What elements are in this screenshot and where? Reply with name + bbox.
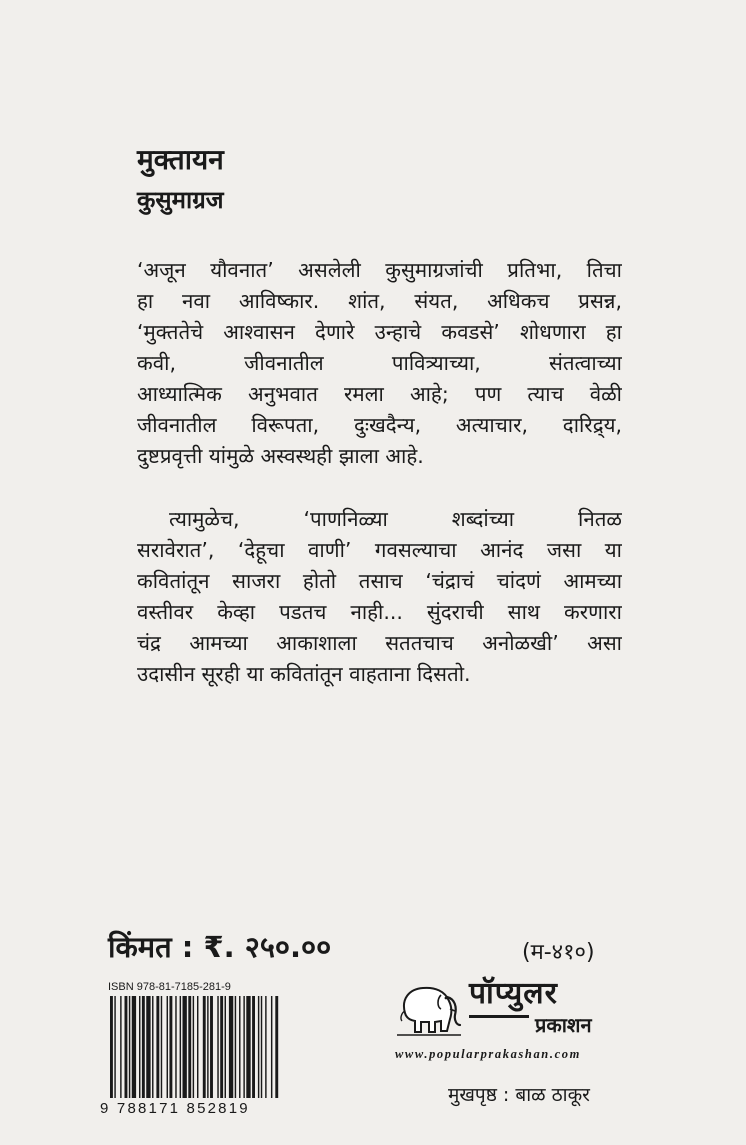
barcode-bar [265, 996, 266, 1098]
barcode-bar [120, 996, 121, 1098]
barcode-bar [261, 996, 262, 1098]
barcode-bar [203, 996, 206, 1098]
blurb-line: कवी, जीवनातील पावित्र्याच्या, संतत्वाच्या [137, 351, 622, 375]
publisher-name: पॉप्युलर [469, 976, 558, 1011]
barcode-bar [114, 996, 115, 1098]
barcode-bar [129, 996, 130, 1098]
blurb-line: जीवनातील विरूपता, दुःखदैन्य, अत्याचार, दारिद्र्य, [137, 413, 622, 437]
barcode-bar [110, 996, 113, 1098]
elephant-icon [395, 975, 463, 1039]
barcode-bar [132, 996, 136, 1098]
barcode-bar [167, 996, 168, 1098]
barcode-bar [243, 996, 244, 1098]
barcode-bar [146, 996, 150, 1098]
barcode-bar [275, 996, 278, 1098]
cover-credit: मुखपृष्ठ : बाळ ठाकूर [448, 1084, 590, 1106]
barcode-bar [235, 996, 236, 1098]
book-author: कुसुमाग्रज [137, 186, 224, 214]
barcode-bar [188, 996, 191, 1098]
barcode-bar [258, 996, 259, 1098]
price-label: किंमत : ₹. २५०.०० [108, 930, 332, 964]
blurb-line: हा नवा आविष्कार. शांत, संयत, अधिकच प्रसन्न, [137, 289, 622, 313]
barcode-bar [175, 996, 176, 1098]
blurb-line: सरावेरात’, ‘देहूचा वाणी’ गवसल्याचा आनंद जसा या [137, 538, 622, 562]
blurb-line: आध्यात्मिक अनुभवात रमला आहे; पण त्याच वेळी [137, 382, 622, 406]
barcode-bar [156, 996, 159, 1098]
barcode-bar [142, 996, 145, 1098]
barcode-bar [197, 996, 198, 1098]
blurb-line: वस्तीवर केव्हा पडतच नाही... सुंदराची साथ करणारा [137, 600, 622, 624]
barcode-bar [239, 996, 240, 1098]
publisher-sub: प्रकाशन [535, 1013, 592, 1037]
barcode-bar [183, 996, 187, 1098]
barcode-bar [193, 996, 194, 1098]
blurb-line: दुष्टप्रवृत्ती यांमुळे अस्वस्थही झाला आहे. [137, 444, 424, 468]
publisher-website: www.popularprakashan.com [395, 1047, 581, 1061]
catalog-code: (म-४१०) [522, 940, 595, 965]
barcode-bar [161, 996, 162, 1098]
blurb-paragraph-1 [137, 255, 622, 472]
isbn-label: ISBN 978-81-7185-281-9 [108, 981, 231, 993]
blurb-line: उदासीन सूरही या कवितांतून वाहताना दिसतो. [137, 662, 471, 686]
book-title: मुक्तायन [137, 143, 224, 176]
barcode-bar [225, 996, 226, 1098]
publisher-logo [395, 975, 635, 1043]
blurb-paragraph-2 [137, 504, 622, 690]
isbn-barcode [108, 996, 338, 1098]
barcode-bar [217, 996, 218, 1098]
barcode-bar [229, 996, 233, 1098]
barcode-bar [169, 996, 172, 1098]
blurb-line: त्यामुळेच, ‘पाणनिळ्या शब्दांच्या नितळ [169, 507, 622, 531]
publisher-rule [469, 1015, 529, 1018]
barcode-bar [207, 996, 208, 1098]
blurb-line: कवितांतून साजरा होतो तसाच ‘चंद्राचं चांदणं आमच्या [137, 569, 622, 593]
barcode-bar [271, 996, 272, 1098]
barcode-bar [220, 996, 223, 1098]
blurb-line: चंद्र आमच्या आकाशाला सततचाच अनोळखी’ असा [137, 631, 622, 655]
barcode-bar [252, 996, 255, 1098]
barcode-bar [246, 996, 250, 1098]
barcode-bar [139, 996, 140, 1098]
barcode-digits: 9 788171 852819 [100, 1100, 250, 1117]
barcode-bar [180, 996, 181, 1098]
barcode-bar [152, 996, 153, 1098]
barcode-bar [125, 996, 128, 1098]
blurb-line: ‘मुक्ततेचे आश्वासन देणारे उन्हाचे कवडसे’ शोधणारा हा [137, 320, 622, 344]
barcode-bar [210, 996, 213, 1098]
blurb-line: ‘अजून यौवनात’ असलेली कुसुमाग्रजांची प्रतिभा, तिचा [137, 258, 622, 282]
